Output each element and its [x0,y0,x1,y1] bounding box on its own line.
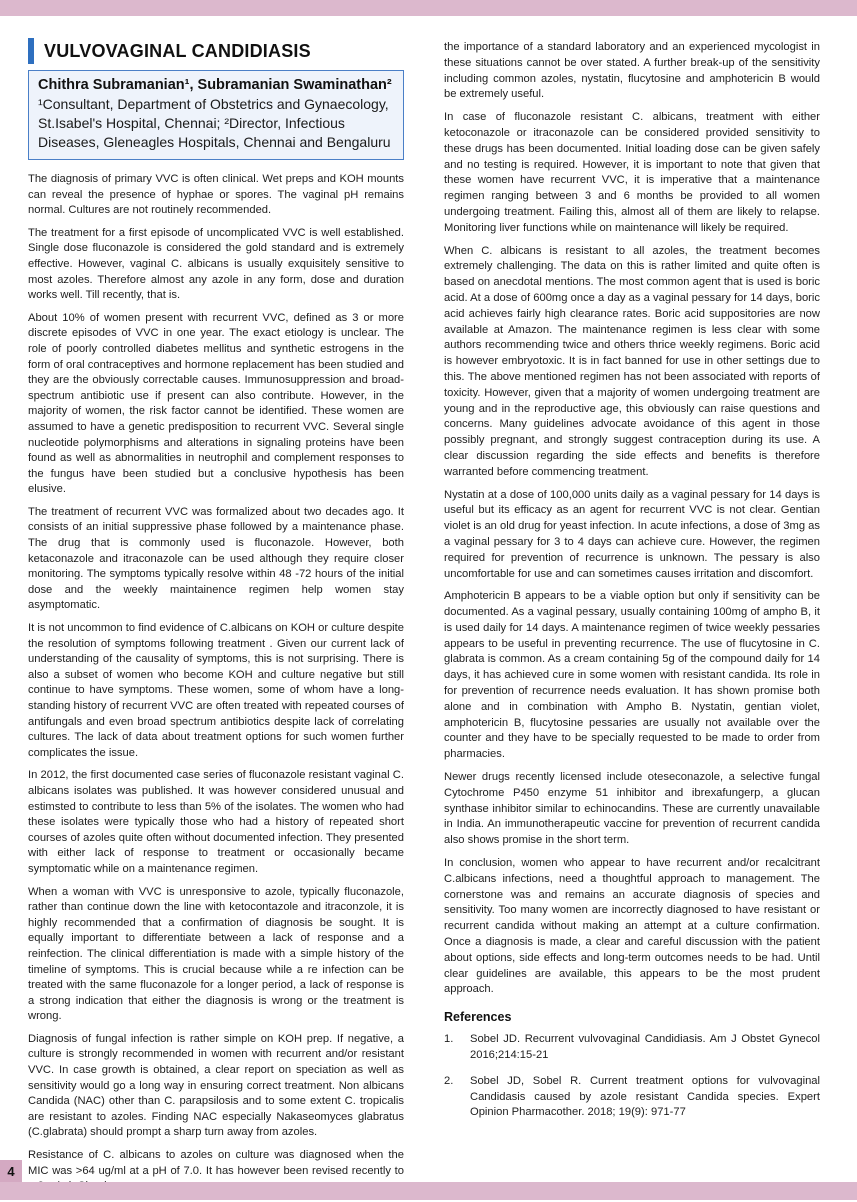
left-paragraph: In 2012, the first documented case series of fluconazole resistant vaginal C. albicans isolates was published. It was however considered unusual and estimsted to contribute to less than 5% of the isolates. The women who had these isolates were typically those who had a history of repeated short courses of azoles quite often without documented infection. They presented with either lack of response to treatment or occasionally became symptomatic while on a maintenance regimen. [28,769,404,875]
right-paragraph: the importance of a standard laboratory and an experienced mycologist in these situations cannot be over stated. A further break-up of the sensitivity including common azoles, nystatin, flucytosine and amphotericin B would be extremely useful. [444,41,820,101]
left-paragraph: Resistance of C. albicans to azoles on culture was diagnosed when the MIC was >64 ug/ml at a pH of 7.0. It has however been revised recently to [28,1149,404,1177]
right-column [444,40,820,1131]
left-paragraph: The diagnosis of primary VVC is often clinical. Wet preps and KOH mounts can reveal the presence of hyphae or spores. The vaginal pH remains normal. Cultures are not routinely recommended. [28,173,404,217]
left-column [28,38,404,1202]
left-paragraph: About 10% of women present with recurrent VVC, defined as 3 or more discrete episodes of VVC in one year. The exact etiology is unclear. The role of poorly controlled diabetes mellitus and synthetic estrogens in the form of oral contraceptives and hormone replacement has been studied and they are the obviously correctable causes. Immunosuppression and broad- spectrum antibiotic use if present can also contribute. However, in the majority of women, the risk factor cannot be identified. These women are assumed to have a genetic predisposition to recurrent VVC. Several single nucleotide polymorphisms and alterations in signaling proteins have been found as well as abnormalities in neutrophil and complement responses to the fungus have been studied but a conclusive hypothesis has been elusive. [28,311,404,496]
left-paragraph: It is not uncommon to find evidence of C.albicans on KOH or culture despite the resolution of symptoms following treatment . Given our current lack of understanding of the causality of symptoms, this is not surprising. There is also a subset of women who become KOH and culture negative but still continue to have symptoms. These women, some of whom have a long-standing history of recurrent VVC are often treated with repeated courses of antifungals and even broad spectrum antibiotics despite lack of correlating cultures. The lack of data about treatment options for such women further complicates the issue. [28,622,404,759]
reference-text: Sobel JD. Recurrent vulvovaginal Candidiasis. Am J Obstet Gynecol 2016;214:15-21 [470,1033,820,1062]
title-accent-bar [28,38,34,64]
reference-item [444,1032,820,1064]
top-decorative-band [0,0,857,16]
bottom-decorative-band [0,1182,857,1200]
reference-text: Sobel JD, Sobel R. Current treatment options for vulvovaginal Candidasis caused by azole resistant Candida species. Expert Opinion Pharmacother. 2018; 19(9): 971-77 [470,1074,820,1119]
right-paragraph: Amphotericin B appears to be a viable option but only if sensitivity can be documented. As a vaginal pessary, usually containing 100mg of ampho B, it is used daily for 14 days. A maintenance regimen of twice weekly pessaries appears to be useful in preventing recurrence. The use of flucytosine in C. glabrata is common. As a cream containing 5g of the compound daily for 14 days, it has achieved cure in some women with resistant candida. Its role in for prevention of recurrence needs evaluation. It has shown promise both alone and in combination with Ampho B. Nystatin, gentian violet, amphotericin B, flucytosine pessaries are usually not available over the counter and they have to be specially requested to be made to order from pharmacies. [444,590,820,761]
right-paragraph: In case of fluconazole resistant C. albicans, treatment with either ketoconazole or itraconazole can be considered provided sensitivity to these drugs has been documented. Initial loading dose can be given safely and no testing is required. However, it is important to note that given that these women have recurrent VVC, it is imperative that a maintenance regimen ranging between 3 and 6 months be provided to all women undergoing treatment. Failing this, almost all of them are likely to relapse. Monitoring liver functions while on maintenance will likely be required. [444,111,820,234]
reference-number: 1. [444,1033,454,1046]
right-paragraph: Nystatin at a dose of 100,000 units daily as a vaginal pessary for 14 days is useful but its efficacy as an agent for recurrent VVC is not clear. Gentian violet is an old drug for yeast infection. In acute infections, a dose of 3mg as a vaginal pessary for 3 to 4 days can achieve cure. However, the regimen required for prevention of recurrence is unknown. The pessary is also uncomfortable for use and can sometimes causes irritation and discomfort. [444,488,820,580]
left-paragraph: The treatment of recurrent VVC was formalized about two decades ago. It consists of an initial suppressive phase followed by a maintenance phase. The drug that is commonly used is fluconazole. However, both ketaconazole and itraconazole can be used although they require closer monitoring. The symptoms typically resolve within 48 -72 hours of the initial dose and the weekly maintainence regimen help women stay asymptomatic. [28,505,404,612]
references-heading: References [444,1010,512,1025]
author-box [28,70,404,160]
right-paragraph: In conclusion, women who appear to have recurrent and/or recalcitrant C.albicans infections, need a thoughtful approach to management. The cornerstone was and remains an accurate diagnosis of species and sensitivity. Too many women are incorrectly diagnosed to have resistant or recurrent candida without making an attempt at a culture confirmation. Once a diagnosis is made, a clear and careful discussion with the patient about options, side effects and long-term outcomes needs to be had. Until clear guidelines are available, this appears to be the most prudent approach. [444,857,820,996]
right-paragraph: When C. albicans is resistant to all azoles, the treatment becomes extremely challenging. The data on this is rather limited and quite often is based on anecdotal mentions. The most common agent that is used is boric acid. At a dose of 600mg once a day as a vaginal pessary for 14 days, boric acid achieves fairly high clearance rates. Boric acid suppositories are now available at Amazon. The maintenance regimen is less clear with some authors recommending twice and others thrice weekly regimens. Boric acid is however embryotoxic. It is in fact banned for use in other settings due to this. The above mentioned regimen has not been associated with reports of toxicity. However, given that a majority of women undergoing treatment are young and in the reproductive age, this obviously can raise questions and concerns. Many guidelines advocate avoidance of this agent in those possibly pregnant, and strongly suggest contraception during its use. A clear discussion regarding the side effects and benefits is therefore warranted before commencing treatment. [444,244,820,478]
article-affiliations: ¹Consultant, Department of Obstetrics and Gynaecology, St.Isabel's Hospital, Chennai; ²Director, Infectious Diseases, Gleneagles Hospitals, Chennai and Bengaluru [38,96,391,150]
title-row [28,38,404,64]
left-paragraph: Diagnosis of fungal infection is rather simple on KOH prep. If negative, a culture is strongly recommended in women with recurrent and/or resistant VVC. In case growth is obtained, a clear report on speciation as well as sensitivity would go a long way in ensuring correct treatment. Non albicans Candida (NAC) other than C. parapsilosis and to some extent C. tropicalis are resistant to azoles. Finding NAC especially Nakaseomyces glabratus (C.glabrata) should prompt a sharp turn away from azoles. [28,1032,404,1139]
reference-number: 2. [444,1074,454,1087]
right-paragraph: Newer drugs recently licensed include oteseconazole, a selective fungal Cytochrome P450 enzyme 51 inhibitor and ibrexafungerp, a glucan synthase inhibitor similar to echinocandins. These are currently unavailable in India. An immunotherapeutic vaccine for prevention of recurrent candida also shows promise in the short term. [444,771,820,847]
left-paragraph: The treatment for a first episode of uncomplicated VVC is well established. Single dose fluconazole is considered the gold standard and is extremely effective. However, vaginal C. albicans is usually exquisitely sensitive to most azoles. Therefore almost any azole in any form, dose and duration works well. Till recently, that is. [28,226,404,302]
article-title: VULVOVAGINAL CANDIDIASIS [44,40,311,61]
article-authors: Chithra Subramanian¹, Subramanian Swaminathan² [38,77,392,93]
reference-item [444,1074,820,1121]
page-number: 4 [0,1160,22,1182]
left-paragraph: When a woman with VVC is unresponsive to azole, typically fluconazole, rather than continue down the line with ketocontazole and itraconzole, it is highly recommended that a confirmation of diagnosis be sought. It is equally important to differentiate between a lack of response and a reinfection. The clinical differentiation is made with a simple history of the timeline of symptoms. This is crucial because while a re infection can be treated with the same fluconazole for a longer period, a lack of response is a strong indication that either the diagnosis is wrong or the treatment is wrong. [28,885,404,1023]
